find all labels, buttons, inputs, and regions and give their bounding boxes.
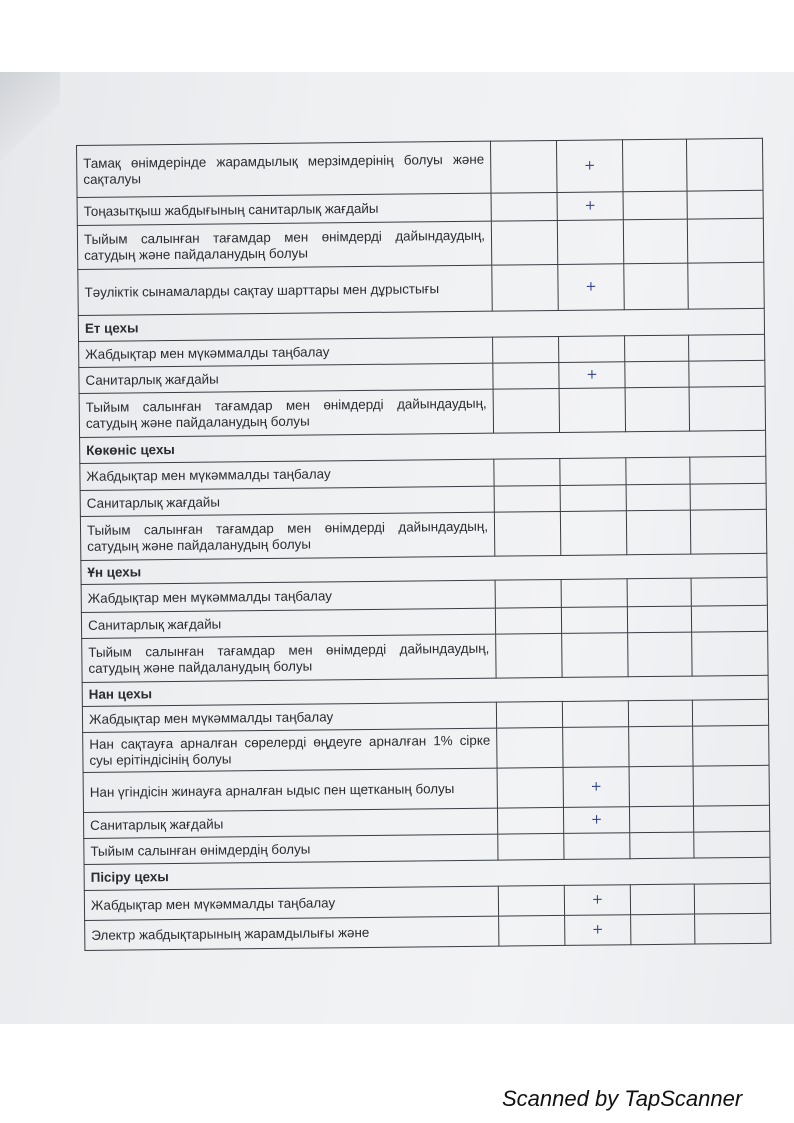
scanner-watermark: Scanned by TapScanner bbox=[502, 1086, 743, 1111]
mark-cell bbox=[559, 388, 625, 433]
mark-cell bbox=[687, 218, 763, 263]
mark-cell bbox=[559, 336, 625, 363]
mark-cell bbox=[627, 606, 691, 633]
mark-cell: + bbox=[557, 192, 623, 221]
mark-cell bbox=[631, 914, 695, 945]
mark-cell bbox=[498, 833, 564, 860]
mark-cell bbox=[690, 456, 766, 484]
criterion-text: Тамақ өнімдерінде жарамдылық мерзімдерінің болуы және сақталуы bbox=[77, 141, 492, 197]
mark-cell bbox=[694, 831, 770, 858]
mark-cell bbox=[630, 832, 694, 859]
section-title: Пісіру цехы bbox=[84, 857, 770, 890]
section-title: Көкөніс цехы bbox=[80, 430, 766, 463]
mark-cell bbox=[561, 607, 627, 634]
mark-cell bbox=[687, 190, 763, 219]
section-title: Нан цехы bbox=[82, 675, 768, 706]
criterion-text: Тыйым салынған тағамдар мен өнімдерді дайындаудың, сатудың және пайдаланудың болуы bbox=[82, 634, 496, 682]
mark-cell bbox=[686, 138, 763, 191]
mark-cell bbox=[564, 833, 630, 860]
criterion-text: Санитарлық жағдайы bbox=[81, 608, 495, 638]
section-title: Ұн цехы bbox=[81, 553, 767, 584]
mark-cell bbox=[494, 511, 560, 556]
paper-fold-shadow bbox=[0, 72, 60, 162]
criterion-text: Нан үгіндісін жинауға арналған ыдыс пен щетканың болуы bbox=[83, 768, 497, 812]
table-row bbox=[79, 386, 765, 437]
mark-cell bbox=[497, 727, 563, 768]
mark-cell bbox=[689, 334, 765, 361]
table-row bbox=[85, 913, 771, 950]
mark-cell bbox=[626, 510, 690, 555]
mark-cell bbox=[494, 458, 560, 486]
mark-cell bbox=[692, 699, 768, 726]
criterion-text: Электр жабдықтарының жарамдылығы және bbox=[85, 916, 499, 950]
criterion-text: Жабдықтар мен мүкәммалды таңбалау bbox=[80, 459, 494, 490]
mark-cell: + bbox=[565, 915, 631, 946]
mark-cell bbox=[497, 767, 563, 808]
mark-cell bbox=[498, 885, 564, 916]
mark-cell: + bbox=[556, 140, 623, 193]
mark-cell bbox=[557, 220, 623, 265]
mark-cell bbox=[694, 883, 770, 914]
mark-cell bbox=[495, 579, 561, 608]
mark-cell bbox=[562, 633, 628, 678]
mark-cell bbox=[622, 139, 687, 192]
mark-cell bbox=[688, 262, 764, 309]
mark-cell bbox=[630, 884, 694, 915]
criterion-text: Тыйым салынған тағамдар мен өнімдерді дайындаудың, сатудың және пайдаланудың болуы bbox=[80, 512, 494, 560]
criterion-text: Тәуліктік сынамаларды сақтау шарттары мен дұрыстығы bbox=[78, 265, 492, 315]
mark-cell bbox=[493, 336, 559, 363]
mark-cell: + bbox=[558, 264, 624, 311]
criterion-text: Санитарлық жағдайы bbox=[80, 486, 494, 516]
mark-cell bbox=[494, 485, 560, 512]
checklist-body bbox=[77, 138, 771, 950]
table-row bbox=[82, 631, 768, 682]
criterion-text: Тыйым салынған тағамдар мен өнімдерді дайындаудың, сатудың және пайдаланудың болуы bbox=[77, 221, 491, 269]
mark-cell bbox=[692, 631, 768, 676]
mark-cell: + bbox=[559, 362, 625, 389]
checklist-sheet bbox=[76, 138, 775, 980]
mark-cell bbox=[625, 361, 689, 388]
criterion-text: Жабдықтар мен мүкәммалды таңбалау bbox=[79, 337, 493, 367]
mark-cell bbox=[693, 725, 769, 766]
mark-cell bbox=[623, 191, 687, 220]
mark-cell bbox=[689, 386, 765, 431]
mark-cell bbox=[625, 387, 689, 432]
mark-cell bbox=[499, 915, 565, 946]
criterion-text: Тыйым салынған тағамдар мен өнімдерді дайындаудың, сатудың және пайдаланудың болуы bbox=[79, 389, 493, 437]
mark-cell bbox=[491, 220, 557, 265]
mark-cell bbox=[689, 360, 765, 387]
mark-cell bbox=[693, 765, 769, 806]
criterion-text: Тоңазытқыш жабдығының санитарлық жағдайы bbox=[77, 193, 491, 225]
mark-cell bbox=[562, 701, 628, 728]
mark-cell bbox=[625, 335, 689, 362]
mark-cell bbox=[496, 701, 562, 728]
mark-cell bbox=[628, 632, 692, 677]
table-row bbox=[77, 138, 764, 197]
mark-cell bbox=[560, 511, 626, 556]
mark-cell bbox=[493, 388, 559, 433]
mark-cell bbox=[563, 727, 629, 768]
criterion-text: Санитарлық жағдайы bbox=[83, 808, 497, 838]
mark-cell bbox=[693, 805, 769, 832]
section-title: Ет цехы bbox=[78, 308, 764, 341]
mark-cell bbox=[490, 140, 557, 193]
criterion-text: Санитарлық жағдайы bbox=[79, 363, 493, 393]
criterion-text: Жабдықтар мен мүкәммалды таңбалау bbox=[81, 580, 495, 612]
criterion-text: Жабдықтар мен мүкәммалды таңбалау bbox=[84, 886, 498, 920]
mark-cell bbox=[623, 219, 687, 264]
table-row bbox=[78, 262, 764, 315]
mark-cell bbox=[626, 484, 690, 511]
mark-cell: + bbox=[564, 885, 630, 916]
checklist-table bbox=[76, 138, 771, 951]
criterion-text: Жабдықтар мен мүкәммалды таңбалау bbox=[82, 702, 496, 732]
criterion-text: Тыйым салынған өнімдердің болуы bbox=[84, 834, 498, 864]
mark-cell bbox=[629, 806, 693, 833]
mark-cell bbox=[627, 578, 691, 607]
mark-cell bbox=[492, 264, 558, 311]
mark-cell: + bbox=[563, 767, 629, 808]
mark-cell bbox=[626, 457, 690, 485]
mark-cell bbox=[691, 577, 767, 606]
mark-cell bbox=[560, 458, 626, 486]
mark-cell bbox=[628, 700, 692, 727]
mark-cell bbox=[629, 766, 693, 807]
mark-cell: + bbox=[563, 807, 629, 834]
mark-cell bbox=[629, 726, 693, 767]
mark-cell bbox=[491, 192, 557, 221]
mark-cell bbox=[691, 605, 767, 632]
table-row bbox=[77, 218, 763, 269]
mark-cell bbox=[493, 362, 559, 389]
mark-cell bbox=[695, 913, 771, 944]
mark-cell bbox=[624, 263, 688, 310]
mark-cell bbox=[690, 509, 766, 554]
mark-cell bbox=[495, 607, 561, 634]
mark-cell bbox=[497, 807, 563, 834]
criterion-text: Нан сақтауға арналған сөрелерді өңдеуге арналған 1% сірке суы ерітіндісінің болуы bbox=[83, 728, 497, 772]
mark-cell bbox=[561, 579, 627, 608]
mark-cell bbox=[690, 483, 766, 510]
mark-cell bbox=[560, 485, 626, 512]
table-row bbox=[80, 509, 766, 560]
mark-cell bbox=[496, 633, 562, 678]
